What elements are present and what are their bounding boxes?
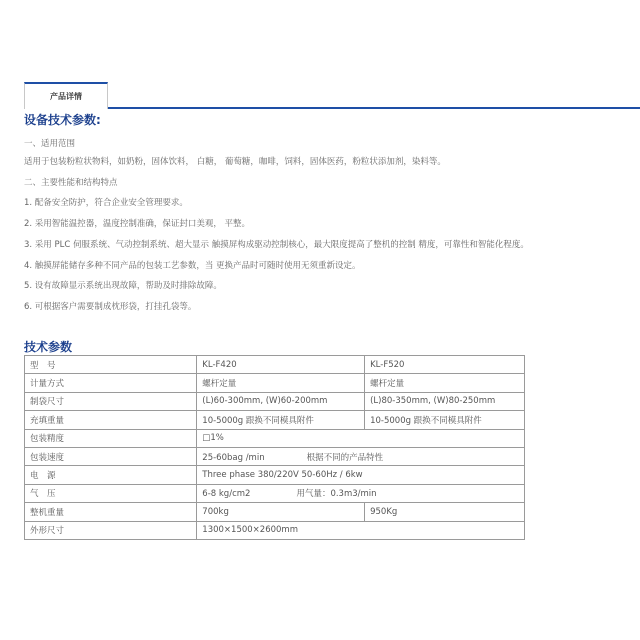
value-f520: 950Kg [365,503,525,521]
row-label: 充填重量 [25,411,197,429]
row-label: 整机重量 [25,503,197,521]
row-label: 包装速度 [25,447,197,465]
spec-line: 4. 触摸屏能储存多种不同产品的包装工艺参数，当 更换产品时可随时使用无须重新设定。 [24,261,361,271]
value-f420: 螺杆定量 [197,374,365,392]
spec-line: 3. 采用 PLC 伺服系统、气动控制系统、超大显示 触摸屏构成驱动控制核心，最大限度提高了整机的控制 精度，可靠性和智能化程度。 [24,240,529,250]
row-label: 外形尺寸 [25,521,197,539]
spec-line: 适用于包装粉粒状物料，如奶粉，固体饮料， 白糖， 葡萄糖，咖啡，饲料，固体医药，粉粒状添加剂，染料等。 [24,157,446,167]
tab-bar [24,82,640,109]
value-shared [197,484,525,502]
table-row [25,503,525,521]
value-f420: KL-F420 [197,356,365,374]
spec-title: 设备技术参数: [24,113,101,127]
spec-line: 一、适用范围 [24,139,76,149]
spec-line: 2. 采用智能温控器，温度控制准确，保证封口美观， 平整。 [24,219,251,229]
row-label: 气 压 [25,484,197,502]
value-f420: 700kg [197,503,365,521]
value-shared: Three phase 380/220V 50-60Hz / 6kw [197,466,525,484]
row-label: 电 源 [25,466,197,484]
value-f420: (L)60-300mm, (W)60-200mm [197,392,365,410]
table-row [25,484,525,502]
table-row [25,521,525,539]
table-row [25,374,525,392]
spec-line: 二、主要性能和结构特点 [24,178,118,188]
value-part: 用气量：0.3m3/min [296,489,377,500]
value-f520: KL-F520 [365,356,525,374]
value-part: 6-8 kg/cm2 [202,489,251,500]
value-shared: □1% [197,429,525,447]
value-f520: (L)80-350mm, (W)80-250mm [365,392,525,410]
table-row [25,466,525,484]
spec-line: 6. 可根据客户需要制成枕形袋，打挂孔袋等。 [24,302,197,312]
value-shared: 1300×1500×2600mm [197,521,525,539]
table-title: 技术参数 [24,340,73,354]
value-part: 根据不同的产品特性 [306,452,384,463]
table-row [25,411,525,429]
value-f520: 螺杆定量 [365,374,525,392]
row-label: 型 号 [25,356,197,374]
value-f420: 10-5000g 跟换不同模具附件 [197,411,365,429]
spec-line: 1. 配备安全防护，符合企业安全管理要求。 [24,198,188,208]
params-table [24,355,525,540]
table-row [25,429,525,447]
value-shared [197,447,525,465]
row-label: 制袋尺寸 [25,392,197,410]
row-label: 包装精度 [25,429,197,447]
value-part: 25-60bag /min [202,452,265,463]
table-row [25,356,525,374]
value-f520: 10-5000g 跟换不同模具附件 [365,411,525,429]
tab-product-details[interactable]: 产品详情 [24,82,108,109]
spec-line: 5. 设有故障显示系统出现故障，帮助及时排除故障。 [24,281,222,291]
row-label: 计量方式 [25,374,197,392]
table-row [25,447,525,465]
table-row [25,392,525,410]
